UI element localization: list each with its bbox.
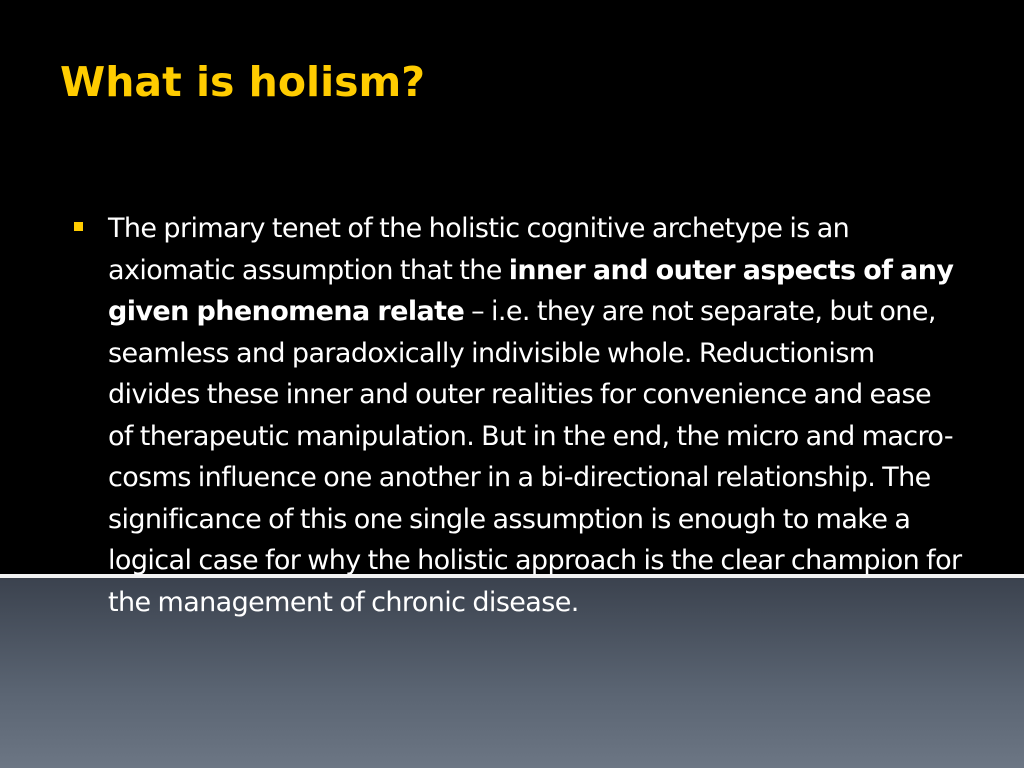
slide-title: What is holism? <box>60 58 426 106</box>
bullet-text-intro: The primary tenet of the holistic cognitive archetype is an axiomatic assumption that the <box>108 213 850 286</box>
bullet-text-emphasis: inner and outer aspects of any given phenomena relate <box>108 254 954 327</box>
bullet-text <box>108 208 962 623</box>
bullet-text-rest: – i.e. they are not separate, but one, seamless and paradoxically indivisible whole. Reductionism divides these inner and outer realities for convenience and ease of therapeutic manipulation. But in the end, the micro and macro-cosms influence one another in a bi-directional relationship. The significance of this one single assumption is enough to make a logical case for why the holistic approach is the clear champion for the management of chronic disease. <box>108 296 962 618</box>
square-bullet-icon <box>74 222 83 231</box>
slide-content <box>74 208 962 623</box>
bullet-item <box>74 208 962 623</box>
